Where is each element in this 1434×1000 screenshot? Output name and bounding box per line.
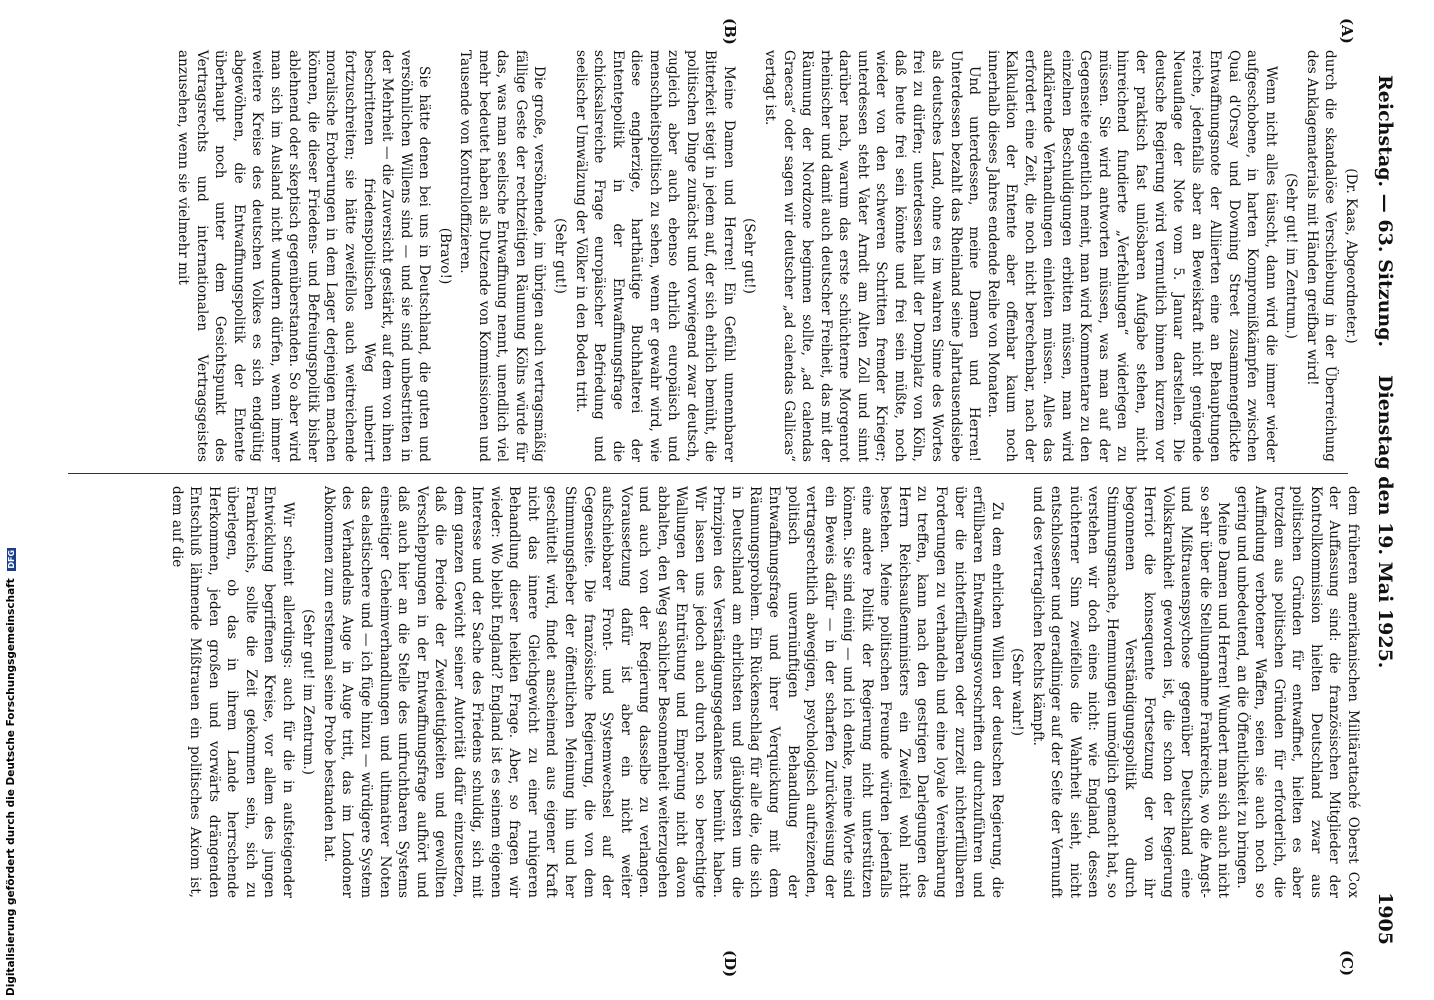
- paragraph: Zu dem ehrlichen Willen der deutschen Regierung, die erfüllbaren Entwaffnungsvorschriften durchzuführen und über die nichterfüllbaren oder zurzeit nichterfüllbaren Forderungen zu verhandeln und eine loyale Vereinbarung zu treffen, kann nach den gestrigen Darlegungen des Herrn Reichsaußenministers ein Zweifel wohl nicht bestehen. Meine politischen Freunde würden jedenfalls eine andere Politik der Regierung nicht unterstützen können. Sie sind einig — und ich denke, meine Worte sind ein Beweis dafür — in der scharfen Zurückweisung der vertragsrechtlich abwegigen, psychologisch aufreizenden, politisch unvernünftigen Behandlung der Entwaffnungsfrage und ihrer Verquickung mit dem Räumungsproblem. Ein Rückenschlag für alle die, die sich in Deutschland am ehrlichsten und gläubigsten um die Prinzipien des Verständigungsgedankens bemüht haben. Wir lassen uns jedoch auch durch noch so berechtigte Wallungen der Entrüstung und Empörung nicht davon abhalten, den Weg sachlicher Besonnenheit weiterzugehen und auch von der Regierung dasselbe zu verlangen. Voraussetzung dafür ist aber ein nicht weiter aufschiebbarer Front- und Systemwechsel auf der Gegenseite. Die französische Regierung, die von dem Stimmungsfieber der öffentlichen Meinung hin und her geschüttelt wird, findet anscheinend aus eigener Kraft nicht das innere Gleichgewicht zu einer ruhigeren Behandlung dieser heiklen Frage. Aber, so fragen wir wieder: Wo bleibt England? England ist es seinem eigenen Interesse und der Sache des Friedens schuldig, sich mit dem ganzen Gewicht seiner Autorität dafür einzusetzen, daß die Periode der Zweideutigkeiten und gewollten Verschleppungen in der Entwaffnungsfrage aufhört und daß auch hier an die Stelle des unfruchtbaren Systems einseitiger Geheimverhandlungen und ultimativer Noten das elastischere und — ich füge hinzu — würdigere System des Verhandelns Auge in Auge tritt, das im Londoner Abkommen zum erstenmal seine Probe bestanden hat.: [320, 486, 1005, 898]
- paragraph: dem früheren amerikanischen Militärattaché Oberst Cox der Auffassung sind: die französischen Mitglieder der Kontrollkommission hielten Deutschland zwar aus politischen Gründen für entwaffnet, hielten es aber trotzdem aus politischen Gründen für erforderlich, die Auffindung verbotener Waffen, seien sie auch noch so gering und unbedeutend, an die Öffentlichkeit zu bringen.: [1233, 486, 1361, 898]
- remark: (Sehr wahr!): [1009, 648, 1026, 736]
- remark: (Bravo!): [436, 227, 453, 285]
- paragraph: Meine Damen und Herren! Ein Gefühl unnennbarer Bitterkeit steigt in jedem auf, der sich ehrlich bemüht, die politischen Dinge zunächst und vorwiegend zwar deutsch, zugleich aber auch ebenso ehrlich europäisch und menschheitspolitisch zu sehen, wenn er gewahr wird, wie diese engherzige, harthäutige Buchhalterei der Ententepolitik in der Entwaffnungsfrage die schicksalsreiche Frage europäischer Befriedung und seelischer Umwälzung der Völker in den Boden tritt.: [572, 50, 737, 462]
- paragraph: Sie hätte denen bei uns in Deutschland, die guten und versöhnlichen Willens sind — und sie sind unbestritten in der Mehrheit — die Zuversicht gestärkt, auf dem von ihnen beschrittenen friedenspolitischen Weg unbeirrt fortzuschreiten; sie hätte zweifellos auch weitreichende moralische Eroberungen in dem Lager derjenigen machen können, die dieser Friedens- und Befreiungspolitik bisher ablehnend oder skeptisch gegenüberstanden. So aber wird man sich im Ausland nicht wundern dürfen, wenn immer weitere Kreise des deutschen Volkes es sich endgültig abgewöhnen, die Entwaffnungspolitik der Entente überhaupt noch unter dem Gesichtspunkt des Vertragsrechts und internationalen Vertragsgeistes anzusehen, wenn sie vielmehr mit: [175, 50, 433, 462]
- header-session: Reichstag. — 63. Sitzung.: [1374, 75, 1396, 348]
- margin-marker-b: (B): [721, 18, 739, 45]
- text-column-right: [167, 486, 1362, 898]
- remark: (Sehr gut!): [741, 218, 758, 294]
- paragraph: Und unterdessen, meine Damen und Herren! Unterdessen bezahlt das Rheinland seine Jahrtausendsiebe als deutsches Land, ohne es im wahren Sinne des Wortes frei zu dürfen; unterdessen hallt der Domplatz von Köln, daß heute frei sein könnte und frei sein müßte, noch wieder von den schweren Schritten fremder Krieger; unterdessen steht Vater Arndt am Alten Zoll und sinnt darüber nach, warum das erste schüchterne Morgenrot rheinischer und damit auch deutscher Freiheit, das mit der Räumung der Nordzone beginnen sollte, „ad calendas Graecas“ oder sagen wir deutscher „ad calendas Gallicas“ vertagt ist.: [762, 50, 983, 462]
- speaker-line: (Dr. Kaas, Abgeordneter.): [1343, 168, 1359, 344]
- page-header: [1372, 75, 1396, 945]
- margin-marker-d: (D): [721, 950, 739, 978]
- remark: (Sehr gut!): [552, 218, 569, 294]
- margin-marker-c: (C): [1338, 950, 1356, 977]
- header-date: Dienstag den 19. Mai 1925.: [1374, 375, 1396, 669]
- paragraph: Meine Damen und Herren! Wundert man sich auch nicht so sehr über die Stellungnahme Frankreichs, wo die Angst- und Mißtrauenspsychose gegenüber Deutschland eine Volkskrankheit geworden ist, die schon der Regierung Herriot die konsequente Fortsetzung der von ihr begonnenen Verständigungspolitik durch Stimmungsmache, Hemmungen unmöglich gemacht hat, so verstehen wir doch eines nicht: wie England, dessen nüchterner Sinn zweifellos die Wahrheit sieht, nicht entschlossener und geradliniger auf der Seite der Vernunft und des vertraglichen Rechts kämpft.: [1029, 486, 1232, 898]
- paragraph: Wir scheint allerdings: auch für die in aufsteigender Entwicklung begriffenen Kreise, vor allem des jungen Frankreichs, sollte die Zeit gekommen sein, sich zu überlegen, ob das in ihrem Lande herrschende Herkommen, jeden großen und vorwärts drängenden Entschluß lähmende Mißtrauen ein politisches Axiom ist, dem auf die: [168, 486, 296, 898]
- paragraph: Die große, versöhnende, im übrigen auch vertragsmäßig fällige Geste der rechtzeitigen Räumung Kölns würde für das, was man seelische Entwaffnung nennt, unendlich viel mehr bedeutet haben als Dutzende von Kommissionen und Tausende von Kontrolloffizieren.: [457, 50, 548, 462]
- header-page-number: 1905: [1374, 892, 1396, 945]
- text-column-left: [174, 50, 1362, 462]
- margin-marker-a: (A): [1338, 18, 1356, 44]
- remark: (Sehr gut! im Zentrum.): [300, 609, 317, 775]
- column-divider: [68, 473, 1348, 474]
- dfg-logo: DFG: [7, 549, 16, 569]
- paragraph: durch die skandalöse Verschiebung in der Überreichung des Anklagematerials mit Händen greifbar wird!: [1303, 50, 1339, 462]
- paragraph: Wenn nicht alles täuscht, dann wird die immer wieder aufgeschobene, in harten Kompromißkämpfen zwischen Quai d'Orsay und Downing Street zusammengeflickte Entwaffnungsnote der Alliierten eine an Behauptungen reiche, jedenfalls aber an Beweiskraft nicht genügende Neuauflage der Note vom 5. Januar darstellen. Die deutsche Regierung wird vermutlich binnen kurzem vor der praktisch fast unlösbaren Aufgabe stehen, nicht hinreichend fundierte „Verfehlungen“ widerlegen zu müssen. Sie wird antworten müssen, was man auf der Gegenseite eigentlich meint, man wird Kommentare zu den einzelnen Beschuldigungen erbitten müssen, man wird aufklärende Verhandlungen einleiten müssen. Alles das erfordert eine Zeit, die noch nicht berechenbar, nach der Kalkulation der Entente aber offenbar kaum noch innerhalb dieses Jahres endende Reihe von Monaten.: [984, 50, 1279, 462]
- funding-credit: [5, 549, 19, 996]
- remark: (Sehr gut! im Zentrum.): [1283, 173, 1300, 339]
- funding-credit-text: Digitalisierung gefördert durch die Deutsche Forschungsgemeinschaft: [5, 578, 17, 996]
